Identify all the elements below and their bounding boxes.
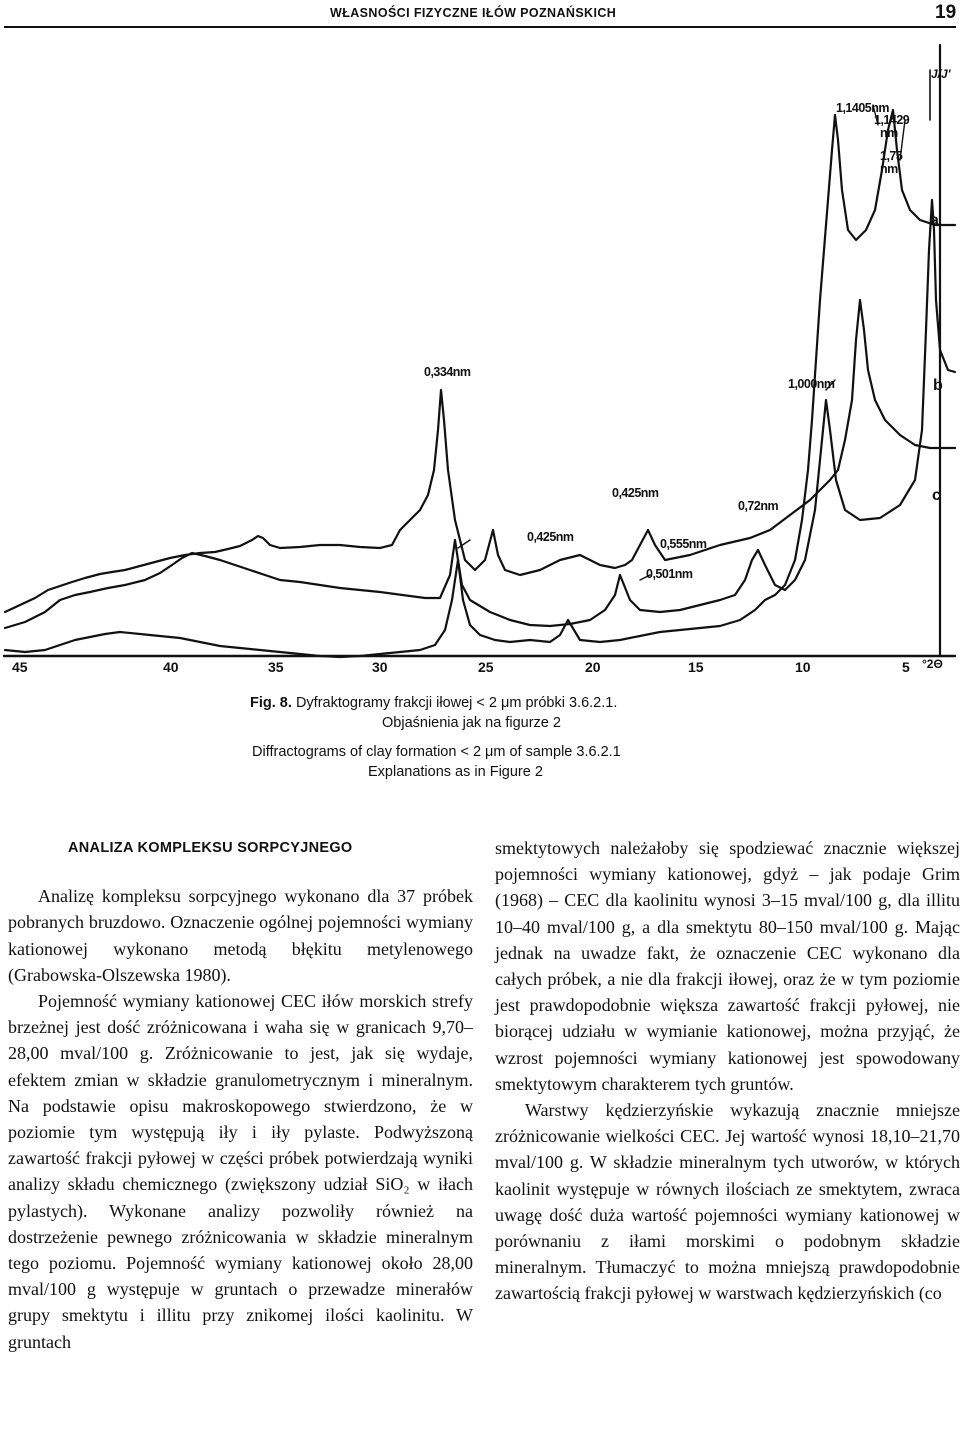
curve-label-a: a xyxy=(930,212,939,229)
diffractogram-figure xyxy=(0,40,960,690)
peak-label: 0,72nm xyxy=(738,499,779,513)
paragraph: Analizę kompleksu sorpcyjnego wykonano dla 37 próbek pobranych bruzdowo. Oznaczenie ogólnej pojemności wymiany kationowej wykonano metodą błękitu metylenowego (Grabowska-Olszewska 1980). xyxy=(8,886,473,985)
tick-label: 30 xyxy=(372,659,388,675)
tick-label: 20 xyxy=(585,659,601,675)
tick-label: 40 xyxy=(163,659,179,675)
curve-label-b: b xyxy=(933,377,943,394)
caption-line-pl-2: Objaśnienia jak na figurze 2 xyxy=(382,715,561,731)
paragraph: Warstwy kędzierzyńskie wykazują znacznie mniejsze zróżnicowanie wielkości CEC. Jej wartość wynosi 18,10–21,70 mval/100 g. W składzie mineralnym tych utworów, w których kaolinit występuje w równych ilościach ze smektytem, zwraca uwagę dość duża wartość pojemności wymiany kationowej w porównaniu z iłami morskimi o podobnym składzie mineralnym. Tłumaczyć to można mniejszą prawdopodobnie zawartością frakcji pyłowej w warstwach kędzierzyńskich (co xyxy=(495,1100,960,1304)
tick-label: 35 xyxy=(268,659,284,675)
page-number: 19 xyxy=(935,2,957,23)
peak-label: 1,1405nm xyxy=(836,101,889,115)
caption-line-pl-1 xyxy=(250,693,770,713)
section-heading: ANALIZA KOMPLEKSU SORPCYJNEGO xyxy=(68,840,353,856)
axis-unit: °2Θ xyxy=(922,657,943,671)
peak-label: 0,334nm xyxy=(424,365,471,379)
right-column xyxy=(495,835,960,1307)
peak-label: 1,75 xyxy=(880,149,903,163)
tick-label: 10 xyxy=(795,659,811,675)
peak-label: 0,501nm xyxy=(646,567,693,581)
caption-pl-1-text: Dyfraktogramy frakcji iłowej < 2 μm próbki 3.6.2.1. xyxy=(295,695,618,711)
peak-label: 1,1429 xyxy=(874,113,910,127)
peak-label: 0,555nm xyxy=(660,537,707,551)
paragraph: smektytowych należałoby się spodziewać znacznie większej pojemności wymiany kationowej, gdyż – jak podaje Grim (1968) – CEC dla kaolinitu wynosi 3–15 mval/100 g, dla illitu 10–40 mval/100 g, a dla smektytu 80–150 mval/100 g. Mając jednak na uwadze fakt, że oznaczenie CEC wykonano dla całych próbek, a nie dla frakcji iłowej, oraz że w tym poziomie jest prawdopodobnie większa zawartość frakcji pyłowej, nie biorącej udziału w wymianie kationowej, można przyjąć, że wzrost pojemności wymiany kationowej jest spowodowany smektytowym charakterem tych gruntów. xyxy=(495,838,960,1094)
tick-label: 45 xyxy=(12,659,28,675)
paragraph: Pojemność wymiany kationowej CEC iłów morskich strefy brzeżnej jest dość zróżnicowana i waha się w granicach 9,70–28,00 mval/100 g. Zróżnicowanie to jest, jak się wydaje, efektem zmian w składzie granulometrycznym i mineralnym. Na podstawie opisu makroskopowego stwierdzono, że w poziomie tym występują iły i iły pylaste. Podwyższoną zawartość frakcji pyłowej w części próbek potwierdzają wyniki analizy składu chemicznego (zwiększony udział SiO₂ w iłach pylastych). Wykonane analizy pozwoliły również na dostrzeżenie pewnego zróżnicowania w składzie mineralnym tego poziomu. Pojemność wymiany kationowej około 28,00 mval/100 g występuje w gruntach o przewadze minerałów grupy smektytu i illitu przy znikomej ilości kaolinitu. W gruntach xyxy=(8,991,473,1352)
left-column xyxy=(8,835,473,1355)
tick-label: 5 xyxy=(902,659,910,675)
peak-label: nm xyxy=(880,162,898,176)
peak-label: 1,000nm xyxy=(788,377,835,391)
curve-c xyxy=(5,300,955,612)
curve-label-c: c xyxy=(932,487,941,504)
x-axis-ticks xyxy=(12,657,943,675)
peak-label: 0,425nm xyxy=(612,486,659,500)
caption-line-en-2: Explanations as in Figure 2 xyxy=(368,764,543,780)
peak-label: nm xyxy=(880,126,898,140)
page-header xyxy=(0,0,960,28)
caption-line-en-1: Diffractograms of clay formation < 2 μm of sample 3.6.2.1 xyxy=(252,744,621,760)
running-title: WŁASNOŚCI FIZYCZNE IŁÓW POZNAŃSKICH xyxy=(330,6,617,20)
header-rule xyxy=(4,26,956,28)
corner-mark: J/J' xyxy=(931,67,951,81)
tick-label: 25 xyxy=(478,659,494,675)
figure-caption xyxy=(250,693,770,782)
peak-label: 0,425nm xyxy=(527,530,574,544)
figure-label: Fig. 8. xyxy=(250,695,292,711)
tick-label: 15 xyxy=(688,659,704,675)
